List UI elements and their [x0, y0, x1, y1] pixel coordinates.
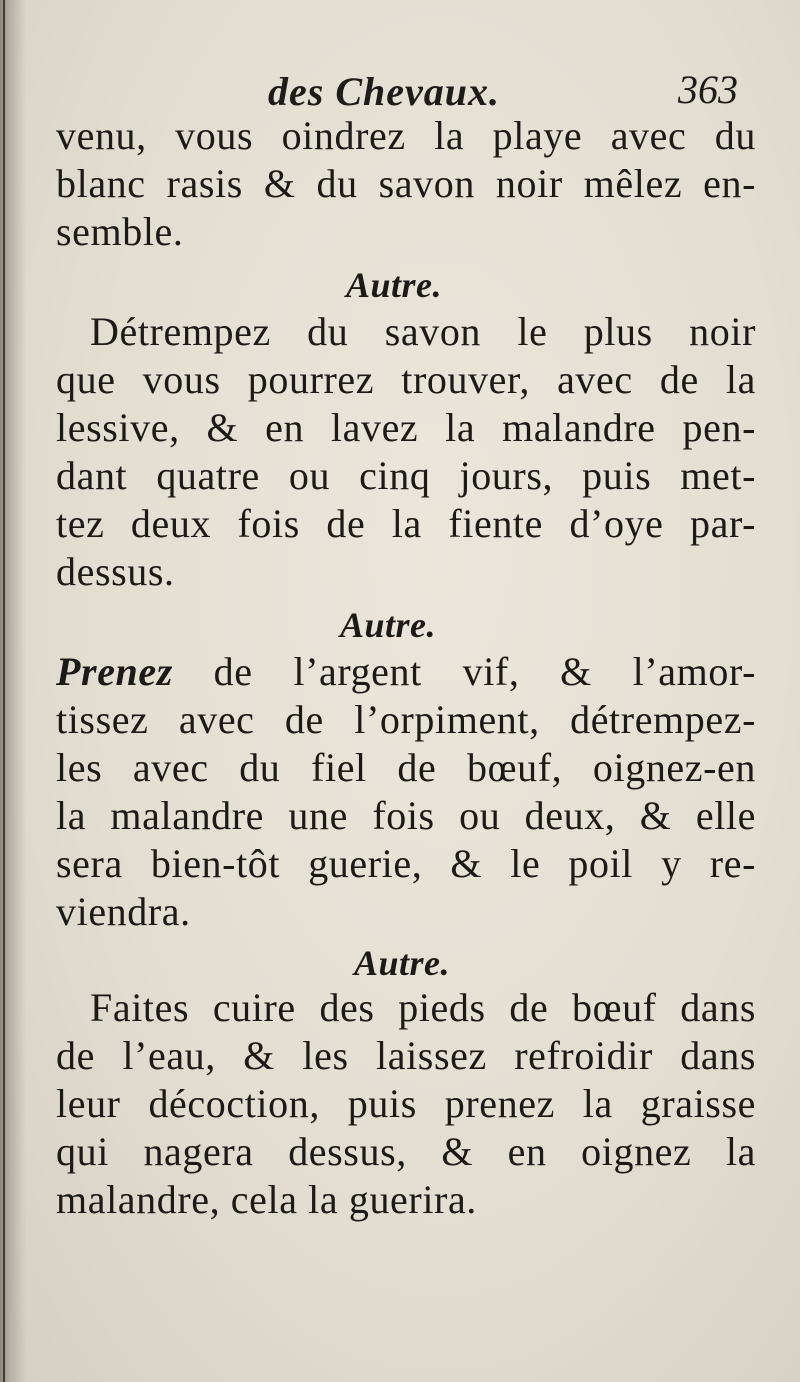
- page-number: 363: [678, 67, 738, 112]
- text-line: blanc rasis & du savon noir mêlez en-: [56, 161, 756, 206]
- running-title: des Chevaux.: [268, 69, 500, 114]
- recipe-heading: Autre.: [354, 943, 451, 983]
- text-line: sera bien-tôt guerie, & le poil y re-: [56, 841, 756, 886]
- text-line: tissez avec de l’orpiment, détrempez-: [56, 697, 756, 742]
- text-line-rest: de l’argent vif, & l’amor-: [172, 649, 756, 694]
- text-line: dessus.: [56, 549, 175, 594]
- text-line: la malandre une fois ou deux, & elle: [56, 793, 756, 838]
- text-line: Détrempez du savon le plus noir: [90, 309, 756, 354]
- text-line-first: [56, 648, 756, 695]
- text-line: leur décoction, puis prenez la graisse: [56, 1081, 756, 1126]
- text-line: qui nagera dessus, & en oignez la: [56, 1129, 756, 1174]
- text-line: Faites cuire des pieds de bœuf dans: [90, 985, 756, 1030]
- text-line: viendra.: [56, 889, 191, 934]
- text-line: malandre, cela la guerira.: [56, 1177, 477, 1222]
- text-line: que vous pourrez trouver, avec de la: [56, 357, 756, 402]
- text-line: lessive, & en lavez la malandre pen-: [56, 405, 756, 450]
- text-line: de l’eau, & les laissez refroidir dans: [56, 1033, 756, 1078]
- text-line: tez deux fois de la fiente d’oye par-: [56, 501, 756, 546]
- spine-edge: [3, 0, 5, 1382]
- text-line: dant quatre ou cinq jours, puis met-: [56, 453, 756, 498]
- recipe-heading: Autre.: [346, 265, 443, 305]
- text-line: venu, vous oindrez la playe avec du: [56, 113, 756, 158]
- recipe-heading: Autre.: [340, 605, 437, 645]
- text-line: semble.: [56, 209, 184, 254]
- text-line: les avec du fiel de bœuf, oignez-en: [56, 745, 756, 790]
- lead-word: Prenez: [56, 649, 173, 694]
